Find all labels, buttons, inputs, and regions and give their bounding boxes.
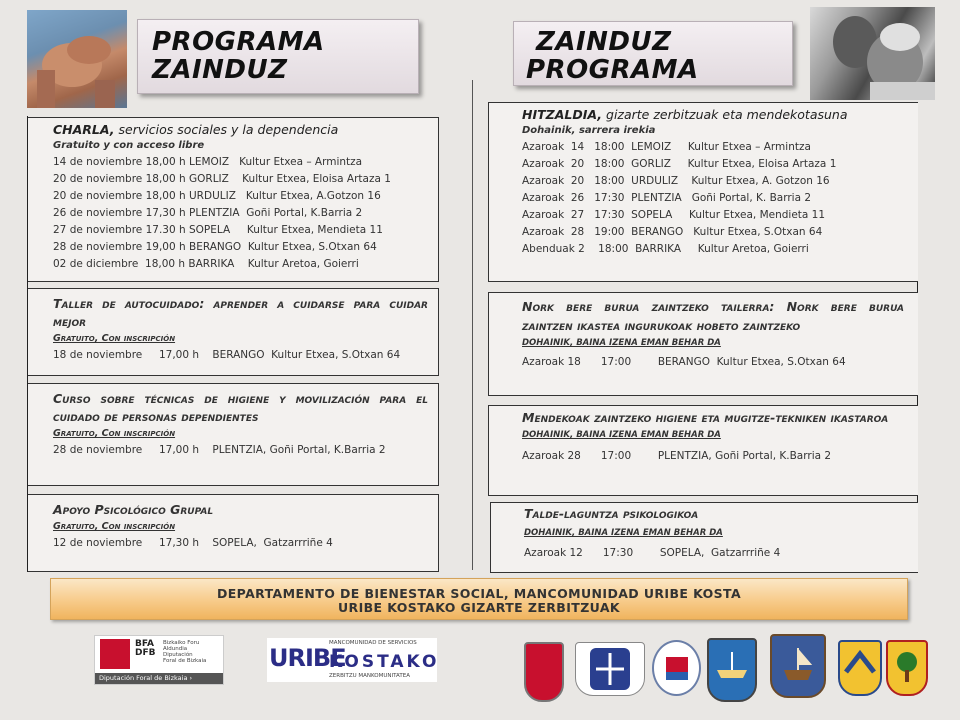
apoyo-heading: Apoyo Psicológico Grupal	[53, 502, 214, 517]
nork-subtitle: DOHAINIK, BAINA IZENA EMAN BEHAR DA	[522, 338, 721, 348]
taller-subtitle: Gratuito, Con inscripción	[53, 333, 176, 344]
talde-subtitle: DOHAINIK, BAINA IZENA EMAN BEHAR DA	[524, 528, 723, 538]
mendekoak-row: Azaroak 28 17:00 PLENTZIA, Goñi Portal, K.Barria 2	[522, 450, 832, 462]
nork-box	[488, 292, 918, 396]
hitzaldia-heading: HITZALDIA, gizarte zerbitzuak eta mendekotasuna	[522, 107, 848, 122]
uribe-logo-bottom: ZERBITZU MANKOMUNITATEA	[329, 673, 410, 679]
title-left	[137, 19, 419, 94]
bfa-logo-bar: Diputación Foral de Bizkaia ›	[95, 673, 223, 684]
mendekoak-box	[488, 405, 918, 496]
charla-row: 02 de diciembre 18,00 h BARRIKA Kultur Aretoa, Goierri	[53, 258, 359, 270]
charla-heading: CHARLA, servicios sociales y la dependencia	[53, 122, 339, 137]
hitzaldia-row: Abenduak 2 18:00 BARRIKA Kultur Aretoa, Goierri	[522, 243, 809, 255]
charla-row: 28 de noviembre 19,00 h BERANGO Kultur Etxea, S.Otxan 64	[53, 241, 377, 253]
hitzaldia-row: Azaroak 26 17:30 PLENTZIA Goñi Portal, K. Barria 2	[522, 192, 812, 204]
hitzaldia-row: Azaroak 20 18:00 GORLIZ Kultur Etxea, Eloisa Artaza 1	[522, 158, 837, 170]
elderly-couple-photo	[810, 7, 935, 100]
mendekoak-subtitle: DOHAINIK, BAINA IZENA EMAN BEHAR DA	[522, 430, 721, 440]
municipal-crest-6	[838, 640, 882, 696]
bfa-logo	[94, 635, 224, 685]
municipal-crest-7	[886, 640, 928, 696]
center-divider	[472, 80, 473, 570]
hitzaldia-row: Azaroak 27 17:30 SOPELA Kultur Etxea, Mendieta 11	[522, 209, 826, 221]
title-right-line1: ZAINDUZ	[536, 27, 672, 57]
municipal-crest-1	[524, 642, 564, 702]
hitzaldia-row: Azaroak 20 18:00 URDULIZ Kultur Etxea, A. Gotzon 16	[522, 175, 830, 187]
title-left-line2: ZAINDUZ	[152, 55, 288, 85]
uribe-kosta-logo	[267, 638, 440, 682]
municipal-crest-2	[575, 642, 645, 696]
curso-box	[28, 383, 439, 486]
apoyo-row: 12 de noviembre 17,30 h SOPELA, Gatzarrriñe 4	[53, 537, 333, 549]
banner-line1: DEPARTAMENTO DE BIENESTAR SOCIAL, MANCOMUNIDAD URIBE KOSTA	[216, 586, 742, 601]
apoyo-subtitle: Gratuito, Con inscripción	[53, 521, 176, 532]
bfa-logo-text: BFA DFB	[135, 639, 156, 658]
hitzaldia-subtitle: Dohainik, sarrera irekia	[522, 125, 656, 136]
uribe-logo-kostako: KOSTAKO	[329, 652, 440, 672]
uribe-logo-uribe: URIBE	[269, 644, 346, 672]
charla-row: 20 de noviembre 18,00 h GORLIZ Kultur Etxea, Eloisa Artaza 1	[53, 173, 391, 185]
municipal-crest-5	[770, 634, 826, 698]
nork-row: Azaroak 18 17:00 BERANGO Kultur Etxea, S.Otxan 64	[522, 356, 846, 368]
title-left-line1: PROGRAMA	[152, 27, 325, 57]
banner-line2: URIBE KOSTAKO GIZARTE ZERBITZUAK	[338, 600, 620, 615]
charla-row: 27 de noviembre 17.30 h SOPELA Kultur Etxea, Mendieta 11	[53, 224, 383, 236]
mendekoak-heading: Mendekoak zaintzeko higiene eta mugitze-tekniken ikastaroa	[522, 410, 889, 425]
hitzaldia-box	[488, 102, 918, 282]
talde-heading: Talde-laguntza psikologikoa	[524, 506, 699, 521]
charla-row: 26 de noviembre 17,30 h PLENTZIA Goñi Portal, K.Barria 2	[53, 207, 363, 219]
hands-photo	[27, 10, 127, 108]
taller-row: 18 de noviembre 17,00 h BERANGO Kultur Etxea, S.Otxan 64	[53, 349, 401, 361]
curso-row: 28 de noviembre 17,00 h PLENTZIA, Goñi Portal, K.Barria 2	[53, 444, 386, 456]
charla-row: 20 de noviembre 18,00 h URDULIZ Kultur Etxea, A.Gotzon 16	[53, 190, 381, 202]
taller-box	[28, 288, 439, 376]
hitzaldia-row: Azaroak 28 19:00 BERANGO Kultur Etxea, S.Otxan 64	[522, 226, 823, 238]
title-right	[513, 21, 793, 86]
talde-row: Azaroak 12 17:30 SOPELA, Gatzarrriñe 4	[524, 547, 781, 559]
title-right-line2: PROGRAMA	[526, 55, 699, 85]
nork-heading: Nork bere burua zaintzeko tailerra: Nork bere burua zaintzen ikastea ingurukoak hobeto zaintzeko	[522, 299, 904, 333]
curso-heading: Curso sobre técnicas de higiene y movilización para el cuidado de personas dependientes	[53, 391, 428, 424]
charla-subtitle: Gratuito y con acceso libre	[53, 140, 205, 151]
curso-subtitle: Gratuito, Con inscripción	[53, 428, 176, 439]
bfa-logo-small-text: Bizkaiko Foru Aldundia Diputación Foral de Bizkaia	[163, 640, 207, 664]
municipal-crest-4	[707, 638, 757, 702]
hitzaldia-row: Azaroak 14 18:00 LEMOIZ Kultur Etxea – Armintza	[522, 141, 811, 153]
uribe-logo-top: MANCOMUNIDAD DE SERVICIOS	[329, 640, 417, 646]
taller-heading: Taller de autocuidado: aprender a cuidarse para cuidar mejor	[53, 296, 428, 329]
apoyo-box	[28, 494, 439, 572]
municipal-crest-3	[652, 640, 701, 696]
charla-row: 14 de noviembre 18,00 h LEMOIZ Kultur Etxea – Armintza	[53, 156, 363, 168]
department-banner	[50, 578, 908, 620]
charla-box	[28, 117, 439, 282]
talde-box	[490, 502, 918, 573]
bfa-red-mark	[100, 639, 130, 669]
